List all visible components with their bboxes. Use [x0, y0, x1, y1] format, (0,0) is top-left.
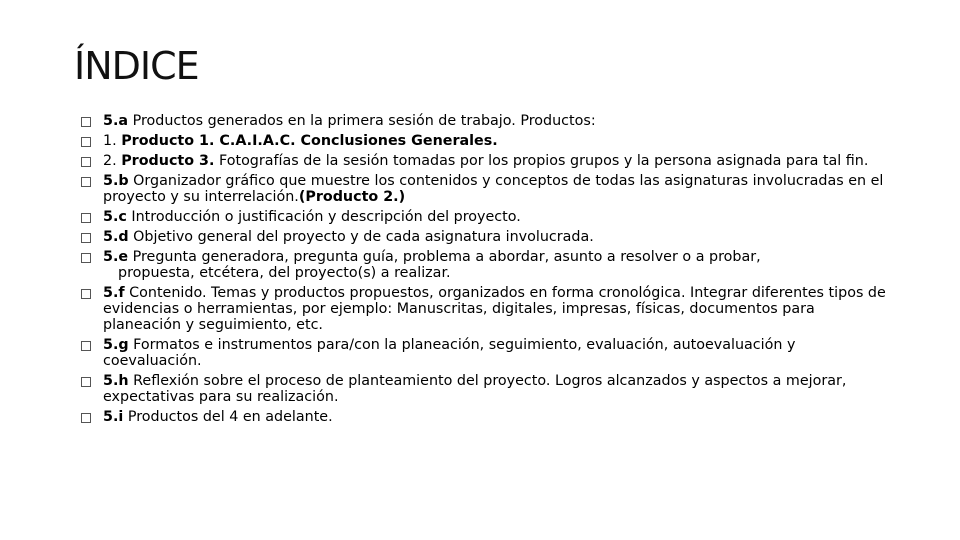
item-code: 5.f	[103, 285, 125, 301]
list-item	[81, 133, 893, 149]
item-text: Productos generados en la primera sesión de trabajo. Productos:	[128, 113, 596, 129]
list-item	[81, 173, 893, 205]
item-text: Formatos e instrumentos para/con la planeación, seguimiento, evaluación, autoevaluación y coevaluación.	[103, 337, 796, 369]
checkbox-bullet-icon	[81, 289, 91, 299]
item-text: Reflexión sobre el proceso de planteamiento del proyecto. Logros alcanzados y aspectos a mejorar, expectativas para su realización.	[103, 373, 847, 405]
checkbox-bullet-icon	[81, 253, 91, 263]
checkbox-bullet-icon	[81, 377, 91, 387]
checkbox-bullet-icon	[81, 341, 91, 351]
checkbox-bullet-icon	[81, 413, 91, 423]
checkbox-bullet-icon	[81, 117, 91, 127]
item-code: 5.h	[103, 373, 129, 389]
item-code: 5.d	[103, 229, 129, 245]
list-item	[81, 249, 893, 281]
index-list	[81, 113, 893, 429]
list-item	[81, 113, 893, 129]
list-item	[81, 373, 893, 405]
list-item	[81, 285, 893, 333]
list-item	[81, 409, 893, 425]
list-item	[81, 209, 893, 225]
item-text: Contenido. Temas y productos propuestos, organizados en forma cronológica. Integrar diferentes tipos de evidencias o herramientas, por ejemplo: Manuscritas, digitales, impresas, físicas, documentos para planeación y seguimiento, etc.	[103, 285, 886, 333]
item-text: Organizador gráfico que muestre los contenidos y conceptos de todas las asignaturas involucradas en el proyecto y su interrelación.	[103, 173, 884, 205]
item-code: 5.i	[103, 409, 124, 425]
item-text: Pregunta generadora, pregunta guía, problema a abordar, asunto a resolver o a probar,	[128, 249, 761, 265]
item-strong: Producto 1. C.A.I.A.C. Conclusiones Generales.	[121, 133, 498, 149]
page-title: ÍNDICE	[74, 44, 199, 88]
item-text: Fotografías de la sesión tomadas por los propios grupos y la persona asignada para tal fin.	[214, 153, 869, 169]
checkbox-bullet-icon	[81, 137, 91, 147]
item-code: 5.b	[103, 173, 129, 189]
list-item	[81, 337, 893, 369]
item-code: 5.c	[103, 209, 127, 225]
checkbox-bullet-icon	[81, 157, 91, 167]
item-prefix: 2.	[103, 153, 122, 169]
item-prefix: 1.	[103, 133, 122, 149]
checkbox-bullet-icon	[81, 213, 91, 223]
list-item	[81, 153, 893, 169]
item-continuation: propuesta, etcétera, del proyecto(s) a realizar.	[118, 265, 451, 281]
checkbox-bullet-icon	[81, 233, 91, 243]
item-code: 5.g	[103, 337, 129, 353]
item-text: Productos del 4 en adelante.	[123, 409, 333, 425]
item-text: Objetivo general del proyecto y de cada asignatura involucrada.	[128, 229, 594, 245]
item-text: Introducción o justificación y descripción del proyecto.	[126, 209, 521, 225]
item-strong: (Producto 2.)	[298, 189, 406, 205]
checkbox-bullet-icon	[81, 177, 91, 187]
item-strong: Producto 3.	[121, 153, 215, 169]
list-item	[81, 229, 893, 245]
item-code: 5.a	[103, 113, 129, 129]
item-code: 5.e	[103, 249, 129, 265]
